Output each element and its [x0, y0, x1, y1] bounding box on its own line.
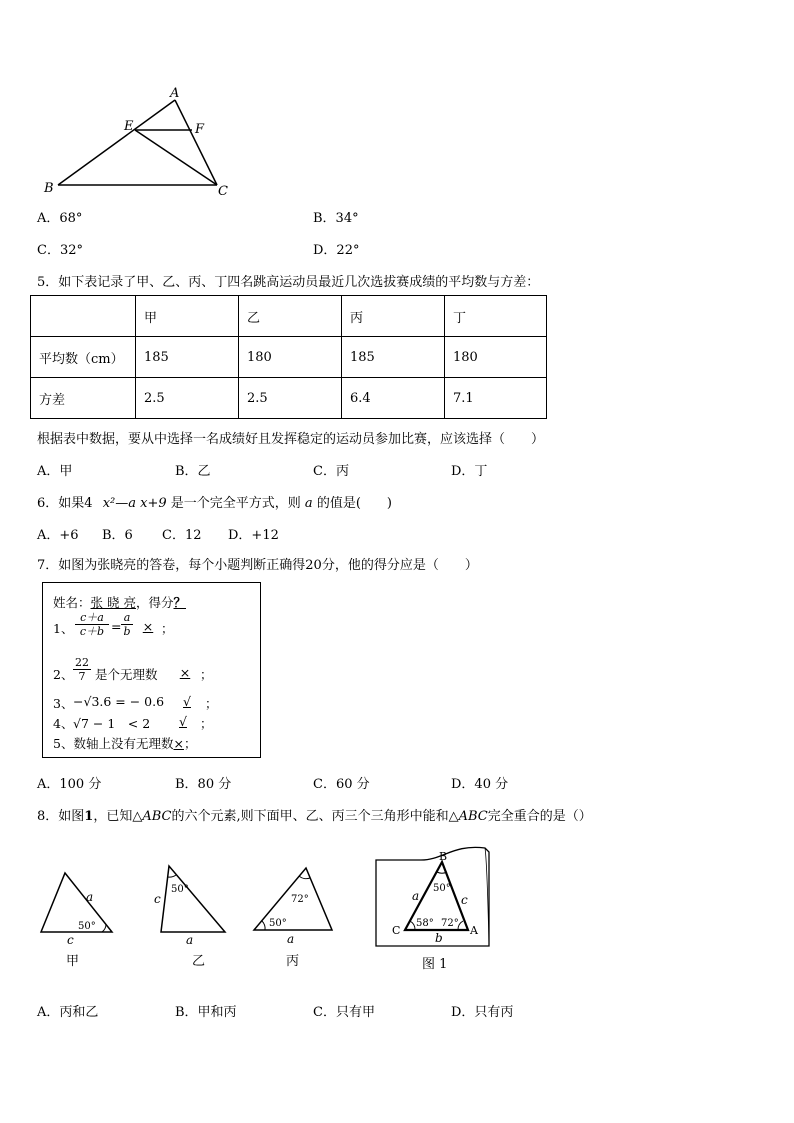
q6-option-a[interactable]: A．+6	[37, 528, 79, 543]
label-B: B	[44, 181, 54, 196]
q6-option-c[interactable]: C．12	[162, 528, 202, 543]
table-header-bing: 丙	[342, 296, 445, 337]
fig1-label-c: c	[461, 893, 468, 907]
table-cell: 方差	[31, 378, 136, 419]
table-header-row	[31, 296, 547, 337]
item1-frac1-numerator: c＋a	[75, 611, 109, 625]
q8-stem-mid2: 的六个元素,则下面甲、乙、丙三个三角形中能和△	[171, 809, 459, 824]
item4-mark: √	[179, 714, 187, 729]
bing-label-a: a	[287, 932, 295, 946]
jia-angle: 50°	[78, 921, 96, 932]
item2-text: 是个无理数	[95, 667, 158, 682]
q7-option-d[interactable]: D．40 分	[451, 777, 509, 792]
item4-text: √7 − 1 < 2	[73, 716, 151, 731]
q5-question: 根据表中数据，要从中选择一名成绩好且发挥稳定的运动员参加比赛，应该选择（ ）	[37, 432, 545, 447]
table-header-yi: 乙	[239, 296, 342, 337]
q7-stem: 7．如图为张晓亮的答卷，每个小题判断正确得20分，他的得分应是（ ）	[37, 558, 478, 573]
q6-stem-end: 的值是( )	[316, 496, 392, 511]
item1-frac2	[121, 611, 133, 638]
table-row	[31, 337, 547, 378]
q7-option-b[interactable]: B．80 分	[175, 777, 232, 792]
q8-option-c[interactable]: C．只有甲	[313, 1005, 375, 1020]
q4-option-c[interactable]: C．32°	[37, 243, 83, 258]
q8-stem-abc2: ABC	[458, 809, 488, 824]
name-label: 姓名：	[53, 595, 91, 610]
triangle-yi-figure	[150, 862, 230, 948]
item1-frac2-numerator: a	[121, 611, 133, 625]
item2-frac-numerator: 22	[75, 656, 89, 669]
table-cell: 180	[445, 337, 547, 378]
item1-num: 1、	[53, 621, 74, 636]
item5-mark: ×	[173, 736, 184, 751]
table-cell: 2.5	[136, 378, 239, 419]
jia-label-a: a	[86, 890, 94, 904]
item1-frac1-denominator: c＋b	[79, 625, 105, 638]
q7-option-a[interactable]: A．100 分	[37, 777, 102, 792]
q8-option-d[interactable]: D．只有丙	[451, 1005, 514, 1020]
item3-mark: √	[183, 694, 191, 709]
q8-stem-mid: ，已知△	[93, 809, 143, 824]
item1-frac1	[75, 611, 109, 638]
triangle-yi-name: 乙	[192, 954, 206, 969]
fig1-vertex-A: A	[470, 924, 478, 937]
q6-stem-var: a	[304, 496, 313, 511]
q5-option-d[interactable]: D．丁	[451, 464, 488, 479]
q5-option-c[interactable]: C．丙	[313, 464, 349, 479]
q6-option-d[interactable]: D．+12	[228, 528, 279, 543]
q4-option-b[interactable]: B．34°	[313, 211, 359, 226]
q8-option-a[interactable]: A．丙和乙	[37, 1005, 99, 1020]
yi-label-c: c	[154, 892, 161, 906]
table-cell: 平均数（cm）	[31, 337, 136, 378]
triangle-bing-name: 丙	[286, 954, 300, 969]
figure-1-caption: 图 1	[422, 957, 448, 972]
item4-num: 4、	[53, 716, 74, 731]
item2-frac-denominator: 7	[78, 670, 86, 683]
table-row	[31, 378, 547, 419]
q5-option-b[interactable]: B．乙	[175, 464, 211, 479]
table-cell: 2.5	[239, 378, 342, 419]
triangle-jia-name: 甲	[66, 954, 80, 969]
table-header-ding: 丁	[445, 296, 547, 337]
q6-option-b[interactable]: B．6	[102, 528, 133, 543]
item3-text: −√3.6 = − 0.6	[73, 694, 165, 709]
item3-end: ；	[205, 696, 218, 711]
item5-label: 5、数轴上没有无理数	[53, 736, 174, 751]
jia-label-c: c	[67, 933, 74, 946]
fig1-angle-C: 58°	[416, 918, 434, 929]
label-C: C	[218, 184, 228, 197]
item1-mark: ×	[142, 619, 154, 634]
name-value: 张 晓 亮	[90, 595, 136, 610]
q6-stem-math: x²—a x+9	[102, 496, 167, 511]
triangle-jia-figure	[36, 866, 120, 946]
item1-frac2-denominator: b	[123, 625, 131, 638]
q7-answer-sheet	[42, 582, 261, 758]
table-cell	[31, 296, 136, 337]
fig1-vertex-C: C	[392, 924, 401, 937]
item2-num: 2、	[53, 667, 74, 682]
q5-option-a[interactable]: A．甲	[37, 464, 73, 479]
fig1-angle-A: 72°	[441, 918, 459, 929]
item1-eq: =	[111, 619, 122, 634]
fig1-vertex-B: B	[439, 850, 448, 863]
q8-stem-fig: 1	[84, 809, 94, 824]
item1-end: ；	[161, 621, 174, 636]
q6-stem-pre: 6．如果4	[37, 496, 93, 511]
q5-score-table	[30, 295, 547, 419]
q8-stem	[37, 805, 592, 824]
q8-option-b[interactable]: B．甲和丙	[175, 1005, 237, 1020]
table-cell: 7.1	[445, 378, 547, 419]
q4-option-d[interactable]: D．22°	[313, 243, 360, 258]
item5-end: ；	[183, 736, 197, 751]
fig1-angle-B: 50°	[433, 883, 451, 894]
q6-stem	[37, 492, 392, 511]
q6-stem-post: 是一个完全平方式，则	[170, 496, 301, 511]
score-value: ？	[173, 595, 186, 610]
label-E: E	[124, 119, 134, 134]
label-F: F	[195, 122, 205, 137]
answer-sheet-name-row	[53, 593, 186, 611]
q8-stem-end: 完全重合的是（）	[487, 809, 592, 824]
fig1-label-b: b	[435, 931, 443, 945]
table-header-jia: 甲	[136, 296, 239, 337]
item3-num: 3、	[53, 696, 74, 711]
table-cell: 185	[342, 337, 445, 378]
label-A: A	[170, 86, 180, 101]
figure-1-card	[373, 842, 493, 950]
item5-text	[53, 734, 196, 752]
q7-option-c[interactable]: C．60 分	[313, 777, 370, 792]
item2-frac	[73, 656, 91, 683]
q8-stem-pre: 8．如图	[37, 809, 85, 824]
q5-stem: 5．如下表记录了甲、乙、丙、丁四名跳高运动员最近几次选拔赛成绩的平均数与方差：	[37, 275, 540, 290]
item2-mark: ×	[179, 665, 191, 680]
yi-angle: 50°	[171, 884, 189, 895]
q8-stem-abc: ABC	[142, 809, 172, 824]
table-cell: 185	[136, 337, 239, 378]
bing-angle-72: 72°	[291, 894, 309, 905]
item4-end: ；	[200, 716, 213, 731]
fig1-label-a: a	[412, 889, 420, 903]
q4-option-a[interactable]: A．68°	[37, 211, 83, 226]
q4-triangle-figure	[40, 82, 240, 197]
yi-label-a: a	[186, 933, 194, 947]
table-cell: 180	[239, 337, 342, 378]
score-label: ，得分	[135, 595, 174, 610]
triangle-bing-figure	[250, 864, 336, 946]
item2-end: ；	[200, 667, 213, 682]
table-cell: 6.4	[342, 378, 445, 419]
bing-angle-50: 50°	[269, 918, 287, 929]
